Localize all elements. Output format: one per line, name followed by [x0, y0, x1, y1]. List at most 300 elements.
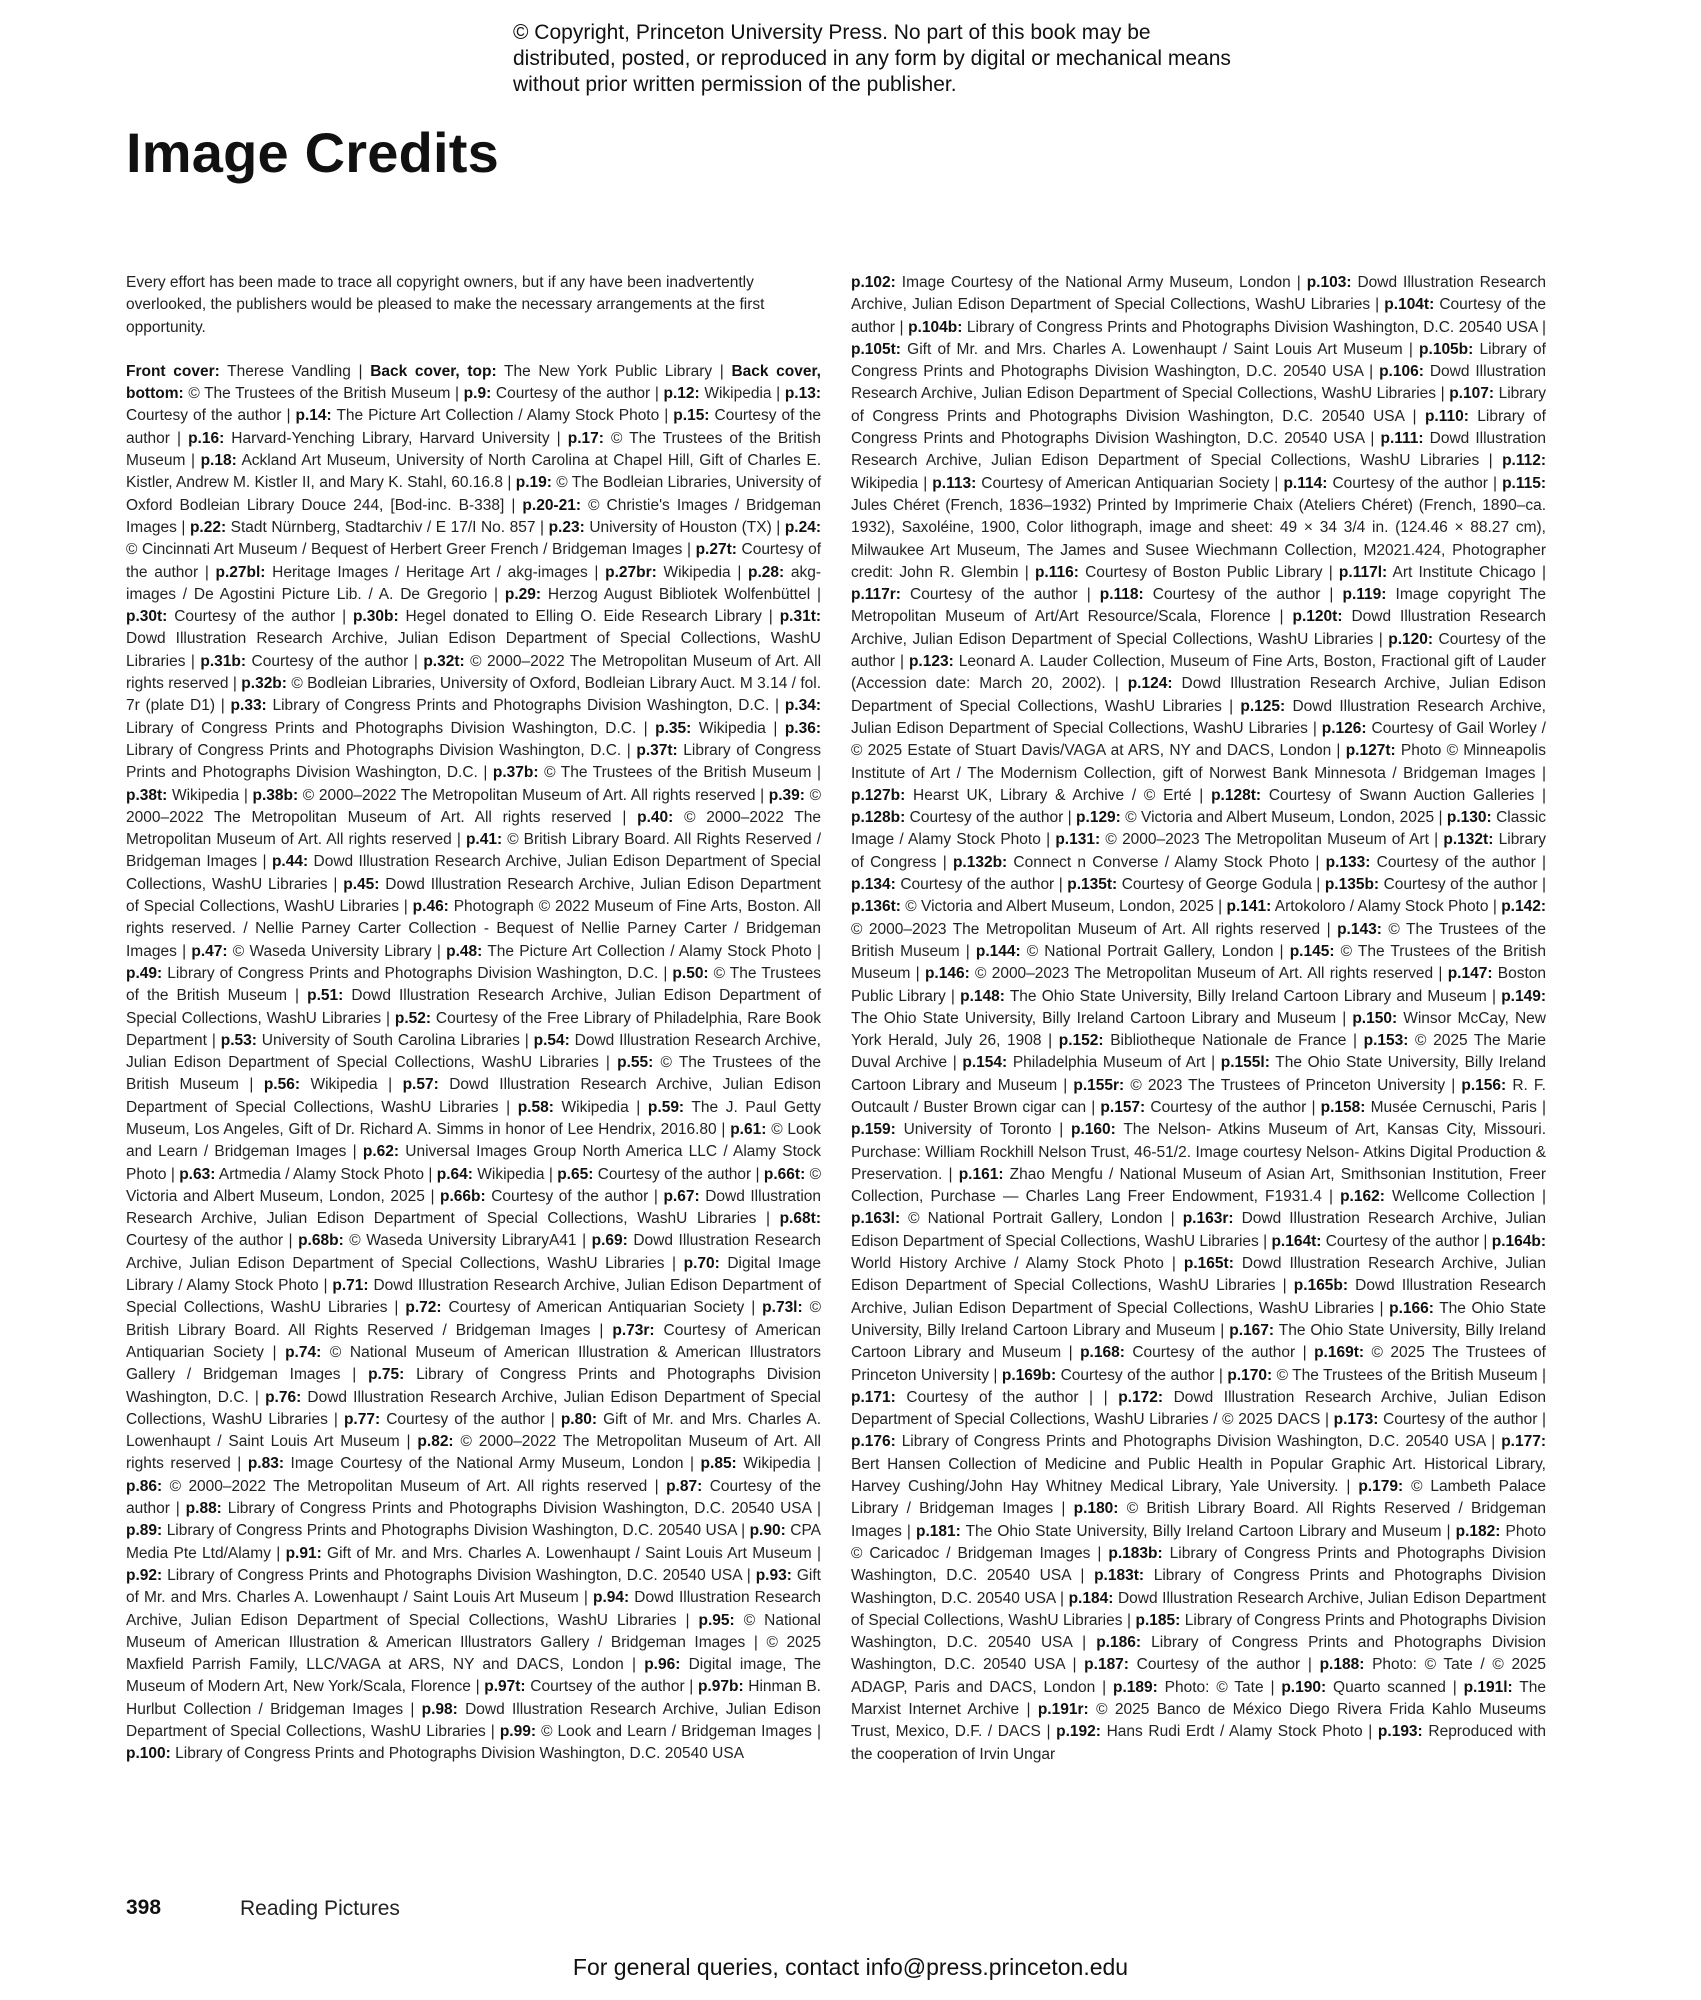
credit-page-ref: p.37b: [492, 764, 539, 782]
credit-page-ref: p.70: [683, 1254, 720, 1272]
credit-entry [518, 1099, 629, 1116]
credit-page-ref: p.58: [517, 1098, 554, 1116]
credit-page-ref: p.164t: [1271, 1232, 1322, 1250]
credit-source: Courtesy of the author [1383, 1411, 1538, 1429]
credit-source: © The Trustees of the British Museum [126, 429, 821, 470]
credit-entry [1067, 876, 1312, 893]
credit-page-ref: p.59: [647, 1098, 685, 1116]
credit-page-ref: p.31t: [779, 608, 822, 626]
credit-source: Dowd Illustration Research Archive, Julian Edison Department of Special Collections, WashU Libraries [126, 1700, 821, 1740]
credit-source: Bibliotheque Nationale de France [1110, 1032, 1347, 1050]
credit-entry [500, 1723, 812, 1740]
credit-entry [1325, 876, 1538, 893]
credit-page-ref: p.147: [1447, 965, 1493, 983]
credit-page-ref: p.36: [784, 719, 821, 737]
credit-page-ref: p.65: [557, 1165, 594, 1183]
credit-entry [191, 943, 431, 960]
credit-entry [1271, 1233, 1479, 1250]
credit-source: Courtesy of the author [126, 407, 822, 447]
credit-page-ref: p.29: [504, 585, 542, 603]
credit-source: Boston Public Library [851, 965, 1547, 1005]
credit-entry [664, 385, 772, 402]
credit-source: © The Trustees of the British Museum [1276, 1366, 1538, 1384]
credit-page-ref: p.111: [1380, 430, 1424, 448]
contact-line: For general queries, contact info@press.princeton.edu [572, 1954, 1129, 1980]
credit-source: Artmedia / Alamy Stock Photo [218, 1165, 425, 1183]
credit-page-ref: p.51: [307, 987, 344, 1005]
credit-source: Stadt Nürnberg, Stadtarchiv / E 17/I No. 857 [230, 518, 536, 536]
credit-page-ref: p.135b: [1324, 876, 1380, 894]
credit-page-ref: p.190: [1281, 1678, 1327, 1696]
credit-source: Image copyright The Metropolitan Museum of Art/Art Resource/Scala, Florence [851, 586, 1547, 626]
credit-source: © National Portrait Gallery, London [908, 1210, 1163, 1228]
credit-page-ref: p.126: [1321, 719, 1367, 737]
credit-source: Ackland Art Museum, University of North Carolina at Chapel Hill, Gift of Charles E. Kistler, Andrew M. Kistler II, and Mary K. Stahl, 60.16.8 [126, 452, 822, 492]
credit-page-ref: p.30t: [126, 608, 168, 626]
credit-page-ref: p.181: [915, 1522, 961, 1540]
credit-entry [851, 787, 1192, 804]
credit-page-ref: p.116: [1034, 563, 1079, 581]
credit-source: Library of Congress Prints and Photographs Division Washington, D.C. [126, 1366, 821, 1406]
credit-source: © 2000–2022 The Metropolitan Museum of Art. All rights reserved [126, 1433, 822, 1473]
credit-source: Photo © Minneapolis Institute of Art / The Modernism Collection, gift of Norwest Bank Minnesota / Bridgeman Images [851, 742, 1546, 782]
credit-source: Courtesy of the author [126, 541, 822, 581]
credit-source: © British Library Board. All Rights Reserved / Bridgeman Images [126, 831, 822, 871]
credit-source: © 2000–2022 The Metropolitan Museum of Art. All rights reserved [126, 652, 822, 693]
credit-page-ref: p.106: [1379, 363, 1424, 381]
credit-page-ref: p.35: [655, 719, 692, 737]
credit-page-ref: p.20-21: [522, 496, 582, 514]
credit-source: © 2000–2023 The Metropolitan Museum of Art. All rights reserved [975, 965, 1434, 983]
credit-source: Courtesy of American Antiquarian Society [448, 1299, 745, 1317]
credit-entry [186, 1500, 811, 1517]
credit-page-ref: p.57: [402, 1076, 439, 1094]
credit-page-ref: p.149: [1501, 987, 1547, 1005]
credit-page-ref: p.52: [394, 1009, 432, 1027]
credit-page-ref: p.16: [188, 429, 225, 447]
credit-page-ref: p.56: [263, 1076, 301, 1094]
credit-entry [484, 1678, 684, 1695]
running-title: Reading Pictures [240, 1897, 400, 1920]
credit-page-ref: p.39: [768, 786, 805, 804]
credit-page-ref: p.193: [1377, 1723, 1423, 1741]
credit-entry [701, 1455, 811, 1472]
credit-page-ref: p.158: [1320, 1098, 1366, 1116]
credit-page-ref: p.86: [126, 1477, 163, 1495]
credit-source: Philadelphia Museum of Art [1012, 1054, 1206, 1072]
credit-entry [493, 764, 812, 781]
credit-source: The J. Paul Getty Museum, Los Angeles, Gift of Dr. Richard A. Simms in honor of Lee Hendrix, 2016.80 [126, 1098, 822, 1138]
credit-page-ref: p.155r: [1073, 1076, 1125, 1094]
credit-source: Library of Congress Prints and Photographs Division Washington, D.C. 20540 USA [966, 318, 1538, 336]
credit-source: Dowd Illustration Research Archive, Julian Edison Department of Special Collections, WashU Libraries [126, 853, 821, 893]
credit-source: © The Trustees of the British Museum [188, 385, 451, 403]
credit-source: Courtesy of the author [1136, 1656, 1301, 1674]
credit-source: University of South Carolina Libraries [261, 1031, 520, 1049]
credit-source: Dowd Illustration Research Archive, Julian Edison Department of Special Collections, WashU Libraries [851, 1589, 1546, 1629]
credit-source: Dowd Illustration Research Archive, Julian Edison Department of Special Collections, WashU Libraries [851, 1277, 1546, 1317]
credit-source: Library of Congress Prints and Photographs Division Washington, D.C. 20540 USA [851, 1567, 1546, 1607]
credit-page-ref: p.27bl: [215, 563, 266, 581]
credit-page-ref: p.170: [1227, 1366, 1273, 1384]
credit-page-ref: p.168: [1080, 1344, 1125, 1362]
credit-page-ref: p.85: [700, 1455, 737, 1473]
credit-source: Photo © Caricadoc / Bridgeman Images [851, 1522, 1547, 1562]
copyright-notice: © Copyright, Princeton University Press. No part of this book may be distributed, posted, or reproduced in any form by digital or mechanical means without prior written permission of the publisher. [513, 21, 1231, 96]
credit-entry [1056, 1723, 1362, 1740]
credit-source: Courtesy of the author [126, 407, 282, 425]
credit-page-ref: p.66b: [440, 1187, 486, 1205]
credit-page-ref: p.119: [1342, 586, 1387, 604]
credit-page-ref: p.141: [1226, 898, 1272, 916]
credit-page-ref: p.163l: [851, 1210, 901, 1228]
credit-source: Courtesy of the author [126, 1232, 284, 1250]
credit-page-ref: p.132t: [1443, 831, 1494, 849]
credit-page-ref: p.72: [405, 1299, 442, 1317]
credit-source: The New York Public Library [504, 362, 713, 380]
credit-page-ref: p.30b: [352, 608, 399, 626]
credit-source: Courtesy of the author [1332, 474, 1488, 492]
credit-entry [126, 363, 351, 380]
credit-page-ref: p.102: [851, 274, 896, 291]
credit-page-ref: p.13: [784, 385, 822, 403]
credit-source: Gift of Mr. and Mrs. Charles A. Lowenhaupt / Saint Louis Art Museum [327, 1544, 812, 1562]
credit-source: © The Trustees of the British Museum [544, 764, 812, 782]
credit-source: Wikipedia [310, 1076, 378, 1094]
credit-page-ref: p.14: [295, 407, 332, 425]
credit-source: © 2025 The Marie Duval Archive [851, 1032, 1546, 1072]
credit-source: © Victoria and Albert Museum, London, 2025 [126, 1165, 821, 1205]
credit-page-ref: p.154: [962, 1054, 1008, 1072]
credit-page-ref: p.68b: [298, 1232, 344, 1250]
credit-source: Library of Congress Prints and Photographs Division Washington, D.C. 20540 USA [851, 1611, 1546, 1652]
credit-source: Digital Image Library / Alamy Stock Photo [126, 1254, 821, 1295]
credit-entry [1281, 1679, 1446, 1696]
credit-page-ref: p.92: [126, 1566, 163, 1584]
credit-page-ref: p.77: [343, 1410, 381, 1428]
credit-entry [1084, 1656, 1300, 1673]
credit-page-ref: p.159: [851, 1121, 896, 1139]
credit-source: © Waseda University LibraryA41 [349, 1232, 577, 1250]
credit-source: Dowd Illustration Research Archive, Julian Edison Department of Special Collections, WashU Libraries [851, 274, 1546, 314]
credit-page-ref: p.191r: [1037, 1701, 1089, 1718]
credit-source: Heritage Images / Heritage Art / akg-images [272, 563, 588, 581]
credit-page-ref: p.185: [1135, 1611, 1181, 1629]
credit-page-ref: p.118: [1099, 586, 1144, 604]
credit-page-ref: p.38b: [252, 786, 299, 804]
credit-page-ref: p.152: [1058, 1032, 1104, 1050]
credit-source: Wikipedia [477, 1165, 545, 1183]
credit-source: © The Trustees of the British Museum [851, 920, 1547, 960]
credit-page-ref: p.156: [1461, 1076, 1507, 1094]
credit-source: Reproduced with the cooperation of Irvin Ungar [851, 1723, 1547, 1763]
credit-source: Courtesy of George Godula [1121, 876, 1312, 894]
credit-page-ref: p.27br: [605, 563, 657, 581]
credit-entry [126, 787, 239, 804]
credit-source: © 2000–2022 The Metropolitan Museum of Art. All rights reserved [126, 786, 822, 826]
credit-source: Dowd Illustration Research Archive, Julian Edison Department of Special Collections, WashU Libraries [851, 1255, 1546, 1295]
credit-entry [1100, 586, 1321, 603]
credit-entry [851, 1210, 1163, 1227]
credit-entry [549, 519, 772, 536]
credit-page-ref: p.133: [1325, 853, 1371, 871]
credit-page-ref: p.162: [1340, 1188, 1385, 1206]
credit-page-ref: p.115: [1502, 474, 1547, 492]
credit-page-ref: p.166: [1389, 1299, 1434, 1317]
credit-page-ref: p.74: [285, 1343, 322, 1361]
credit-entry [1055, 831, 1429, 848]
credit-page-ref: p.24: [784, 518, 822, 536]
credit-source: © 2000–2022 The Metropolitan Museum of Art. All rights reserved [169, 1477, 648, 1495]
credit-source: Dowd Illustration Research Archive, Julian Edison Department of Special Collections, WashU Libraries [851, 1210, 1546, 1250]
credit-source: Dowd Illustration Research Archive, Julian Edison Department of Special Collections, WashU Libraries [851, 363, 1547, 403]
credit-page-ref: p.142: [1501, 898, 1547, 916]
credit-page-ref: p.64: [436, 1165, 473, 1183]
credit-source: Courtesy of the author [1060, 1366, 1215, 1384]
credit-source: Courtesy of the author [900, 876, 1055, 894]
credit-source: Dowd Illustration Research Archive, Julian Edison Department of Special Collections, WashU Libraries [126, 1388, 821, 1428]
credit-page-ref: p.63: [179, 1165, 216, 1183]
credit-source: Wikipedia [171, 786, 240, 804]
credit-source: © The Trustees of the British Museum [126, 964, 821, 1005]
credit-entry [851, 1121, 1051, 1138]
credit-source: © 2000–2023 The Metropolitan Museum of Art [1105, 831, 1429, 849]
intro-paragraph: Every effort has been made to trace all copyright owners, but if any have been inadvertently overlooked, the publishers would be pleased to make the necessary arrangements at the first opportunity. [126, 274, 765, 336]
credit-entry [851, 274, 1291, 291]
credit-page-ref: p.189: [1112, 1678, 1158, 1696]
credit-source: Musée Cernuschi, Paris [1370, 1098, 1537, 1116]
credit-page-ref: p.169t: [1314, 1344, 1365, 1362]
credit-page-ref: p.169b: [1001, 1366, 1057, 1384]
credit-source: Library of Congress [851, 831, 1547, 871]
credit-source: Library of Congress Prints and Photographs Division Washington, D.C. [126, 719, 637, 737]
credit-entry [344, 1411, 545, 1428]
credit-page-ref: p.188: [1319, 1656, 1365, 1674]
credit-source: Wikipedia [663, 563, 731, 581]
credit-entry [960, 988, 1487, 1005]
credit-source: Hans Rudi Erdt / Alamy Stock Photo [1106, 1723, 1363, 1741]
credit-source: Library of Congress Prints and Photographs Division Washington, D.C. [126, 741, 821, 782]
credit-source: The Ohio State University, Billy Ireland Cartoon Library and Museum [851, 1054, 1547, 1094]
credit-page-ref: p.182: [1455, 1522, 1501, 1540]
credit-page-ref: p.69: [591, 1232, 628, 1250]
credit-page-ref: p.66t: [763, 1165, 806, 1183]
credit-source: Bert Hansen Collection of Medicine and Public Health in Popular Graphic Art. Historical Library, Harvey Cushing/John Hay Whitney Medical Library, Yale University. [851, 1455, 1546, 1496]
credit-page-ref: p.87: [666, 1477, 703, 1495]
credit-entry [1002, 1367, 1215, 1384]
credit-source: Library of Congress Prints and Photographs Division Washington, D.C. 20540 USA [166, 1522, 737, 1540]
credit-entry [1035, 564, 1323, 581]
credit-source: Courtesy of Swann Auction Galleries [1268, 786, 1535, 804]
credit-entry [953, 854, 1309, 871]
credit-page-ref: p.19: [515, 474, 552, 492]
credit-source: Winsor McCay, New York Herald, July 26, 1908 [851, 1009, 1546, 1050]
credit-source: Library of Congress Prints and Photographs Division Washington, D.C. 20540 USA [851, 407, 1546, 448]
credit-entry [1321, 1099, 1537, 1116]
credit-entry [370, 363, 712, 380]
credit-entry [1080, 1344, 1295, 1361]
credit-page-ref: p.179: [1358, 1478, 1404, 1496]
credit-page-ref: p.82: [417, 1433, 454, 1451]
credit-page-ref: p.105t: [851, 340, 901, 358]
credit-entry [1339, 564, 1536, 581]
credit-entry [925, 965, 1433, 982]
credit-page-ref: p.68t: [779, 1210, 821, 1228]
credit-source: Gift of Mr. and Mrs. Charles A. Lowenhaupt / Saint Louis Art Museum [126, 1410, 822, 1451]
credit-source: Image Courtesy of the National Army Museum, London [901, 274, 1291, 291]
credit-source: The Ohio State University, Billy Ireland Cartoon Library and Museum [851, 1009, 1337, 1027]
credit-page-ref: p.105b: [1419, 340, 1474, 358]
credit-source: Courtsey of the author [530, 1678, 685, 1696]
credit-page-ref: p.99: [499, 1723, 537, 1740]
credit-source: Courtesy of the author [174, 608, 336, 626]
credit-page-ref: p.128b: [851, 809, 906, 827]
credit-source: Courtesy of the author | [906, 1388, 1094, 1406]
credit-page-ref: p.164b: [1491, 1232, 1547, 1250]
credit-page-ref: p.103: [1306, 274, 1352, 291]
credit-entry [286, 1545, 812, 1562]
credit-page-ref: p.143: [1337, 920, 1382, 938]
credit-page-ref: p.124: [1127, 675, 1173, 693]
credit-source: Library of Congress Prints and Photographs Division Washington, D.C. 20540 USA [167, 1566, 742, 1584]
credit-page-ref: p.165b: [1293, 1277, 1349, 1295]
credit-source: Courtesy of American Antiquarian Society [981, 474, 1270, 492]
credit-source: © 2023 The Trustees of Princeton University [1130, 1076, 1446, 1094]
credit-page-ref: p.107: [1449, 385, 1495, 403]
credit-page-ref: p.37t: [636, 741, 678, 759]
credit-entry [126, 965, 658, 982]
credits-column-left [126, 272, 821, 1766]
credit-page-ref: p.117l: [1338, 563, 1388, 581]
credit-page-ref: p.112: [1502, 452, 1547, 470]
credit-page-ref: p.117r: [851, 586, 901, 604]
credit-page-ref: p.180: [1073, 1500, 1119, 1518]
page-number: 398 [126, 1896, 162, 1919]
credit-page-ref: p.44: [271, 853, 309, 871]
credit-source: The Marxist Internet Archive [851, 1678, 1546, 1718]
credit-page-ref: p.155l: [1220, 1054, 1270, 1072]
credit-source: Courtesy of the author [1150, 1098, 1307, 1116]
credit-source: © 2000–2022 The Metropolitan Museum of Art. All rights reserved [126, 808, 822, 849]
credit-entry [248, 1455, 684, 1472]
credit-entry [126, 608, 335, 625]
credit-page-ref: p.125: [1240, 697, 1286, 715]
credit-source: Photo: © Tate / © 2025 ADAGP, Paris and DACS, London [851, 1656, 1546, 1696]
credit-entry [1227, 1367, 1537, 1384]
credit-page-ref: p.88: [185, 1500, 222, 1518]
credit-page-ref: p.27t: [695, 541, 737, 559]
credit-source: © Waseda University Library [232, 942, 432, 960]
credit-page-ref: p.32t: [423, 652, 465, 670]
credit-source: Library of Congress Prints and Photographs Division Washington, D.C. 20540 USA [227, 1500, 812, 1518]
credit-page-ref: Back cover, bottom: [126, 362, 821, 403]
credit-entry [200, 653, 408, 670]
credit-page-ref: p.55: [617, 1054, 654, 1072]
credit-source: The Ohio State University, Billy Ireland Cartoon Library and Museum [851, 1299, 1546, 1339]
credit-page-ref: p.96: [644, 1656, 681, 1674]
credit-source: Courtesy of the author [126, 1477, 822, 1518]
credit-page-ref: p.22: [189, 518, 227, 536]
credit-source: Photo: © Tate [1164, 1678, 1264, 1696]
credit-page-ref: p.104t: [1384, 296, 1435, 314]
credit-page-ref: p.93: [755, 1566, 792, 1584]
credit-source: The Nelson- Atkins Museum of Art, Kansas City, Missouri. Purchase: William Rockhill Nelson Trust, 46-51/2. Image courtesy Nelson- Atkins Digital Production & Preservation. [851, 1121, 1547, 1183]
credit-source: Library of Congress Prints and Photographs Division Washington, D.C. 20540 USA [175, 1745, 745, 1763]
credit-source: © Christie's Images / Bridgeman Images [126, 496, 821, 536]
credit-entry [440, 1188, 648, 1205]
credit-page-ref: p.46: [412, 898, 449, 916]
credit-source: Wellcome Collection [1392, 1188, 1535, 1206]
credit-entry [446, 943, 812, 960]
credit-source: akg-images / De Agostini Picture Lib. / A. De Gregorio [126, 563, 822, 603]
credit-source: Quarto scanned [1333, 1678, 1446, 1696]
credit-page-ref: p.183b: [1108, 1544, 1163, 1562]
credit-source: © Cincinnati Art Museum / Bequest of Herbert Greer French / Bridgeman Images [126, 541, 683, 559]
credit-entry [976, 943, 1274, 960]
credit-source: © 2000–2023 The Metropolitan Museum of Art. All rights reserved [851, 920, 1321, 938]
credit-source: Dowd Illustration Research Archive, Julian Edison Department of Special Collections, WashU Libraries [126, 1031, 821, 1072]
credit-entry [353, 608, 762, 625]
credit-entry [298, 1232, 576, 1249]
credit-source: © The Trustees of the British Museum [126, 1054, 821, 1094]
credit-page-ref: p.113: [932, 474, 977, 492]
credit-source: Library of Congress Prints and Photographs Division Washington, D.C. 20540 USA [851, 1634, 1547, 1674]
credit-entry [557, 1166, 751, 1183]
credit-source: Dowd Illustration Research Archive, Julian Edison Department of Special Collections, WashU Libraries [126, 1277, 822, 1317]
credit-page-ref: p.157: [1100, 1098, 1146, 1116]
credit-page-ref: p.34: [784, 697, 822, 715]
credit-page-ref: p.163r: [1182, 1210, 1234, 1228]
credit-page-ref: p.97b: [697, 1678, 744, 1696]
credit-page-ref: p.172: [1118, 1388, 1164, 1406]
credit-entry [190, 519, 536, 536]
credit-source: Wikipedia [561, 1098, 629, 1116]
credit-source: The Ohio State University, Billy Ireland Cartoon Library and Museum [851, 1321, 1547, 1362]
credit-entry [264, 1076, 378, 1093]
credit-entry [908, 319, 1537, 336]
credit-source: The Picture Art Collection / Alamy Stock Photo [487, 942, 812, 960]
credit-entry [188, 430, 550, 447]
credit-entry [1340, 1188, 1535, 1205]
credit-source: Dowd Illustration Research Archive, Julian Edison Department of Special Collections, WashU Libraries [126, 630, 821, 670]
credit-source: © Bodleian Libraries, University of Oxford, Bodleian Library Auct. M 3.14 / fol. 7r (plate D1) [126, 675, 822, 715]
credit-source: The Ohio State University, Billy Ireland Cartoon Library and Museum [965, 1522, 1442, 1540]
credit-page-ref: p.61: [730, 1120, 767, 1138]
credit-source: Courtesy of the author [597, 1165, 752, 1183]
credit-page-ref: Front cover: [126, 362, 220, 380]
credit-source: Photograph © 2022 Museum of Fine Arts, Boston. All rights reserved. / Nellie Parney Carter Collection - Bequest of Nellie Parney Carter / Bridgeman Images [126, 898, 821, 960]
credit-page-ref: p.177: [1501, 1433, 1546, 1451]
credit-page-ref: p.183t: [1094, 1567, 1145, 1585]
credit-page-ref: p.144: [975, 942, 1021, 960]
credit-page-ref: p.95: [698, 1611, 735, 1629]
credit-source: © Victoria and Albert Museum, London, 2025 [905, 898, 1214, 916]
credit-source: Courtesy of the author [251, 652, 409, 670]
credit-entry [962, 1054, 1205, 1071]
credit-source: Courtesy of the author [495, 385, 651, 403]
credit-entry [1100, 1099, 1306, 1116]
credit-source: © 2000–2022 The Metropolitan Museum of Art. All rights reserved [302, 786, 756, 804]
credit-source: Herzog August Bibliotek Wolfenbüttel [547, 585, 811, 603]
credit-page-ref: p.160: [1071, 1121, 1116, 1139]
credit-source: © Look and Learn / Bridgeman Images [126, 1120, 821, 1161]
credit-page-ref: p.186: [1096, 1634, 1142, 1652]
credit-page-ref: p.131: [1055, 831, 1101, 849]
credit-source: © Victoria and Albert Museum, London, 2025 [1125, 809, 1435, 827]
credit-source: Dowd Illustration Research Archive, Julian Edison Department of Special Collections, WashU Libraries [851, 430, 1547, 470]
credit-page-ref: p.135t: [1067, 876, 1118, 894]
credit-page-ref: p.114: [1283, 474, 1328, 492]
